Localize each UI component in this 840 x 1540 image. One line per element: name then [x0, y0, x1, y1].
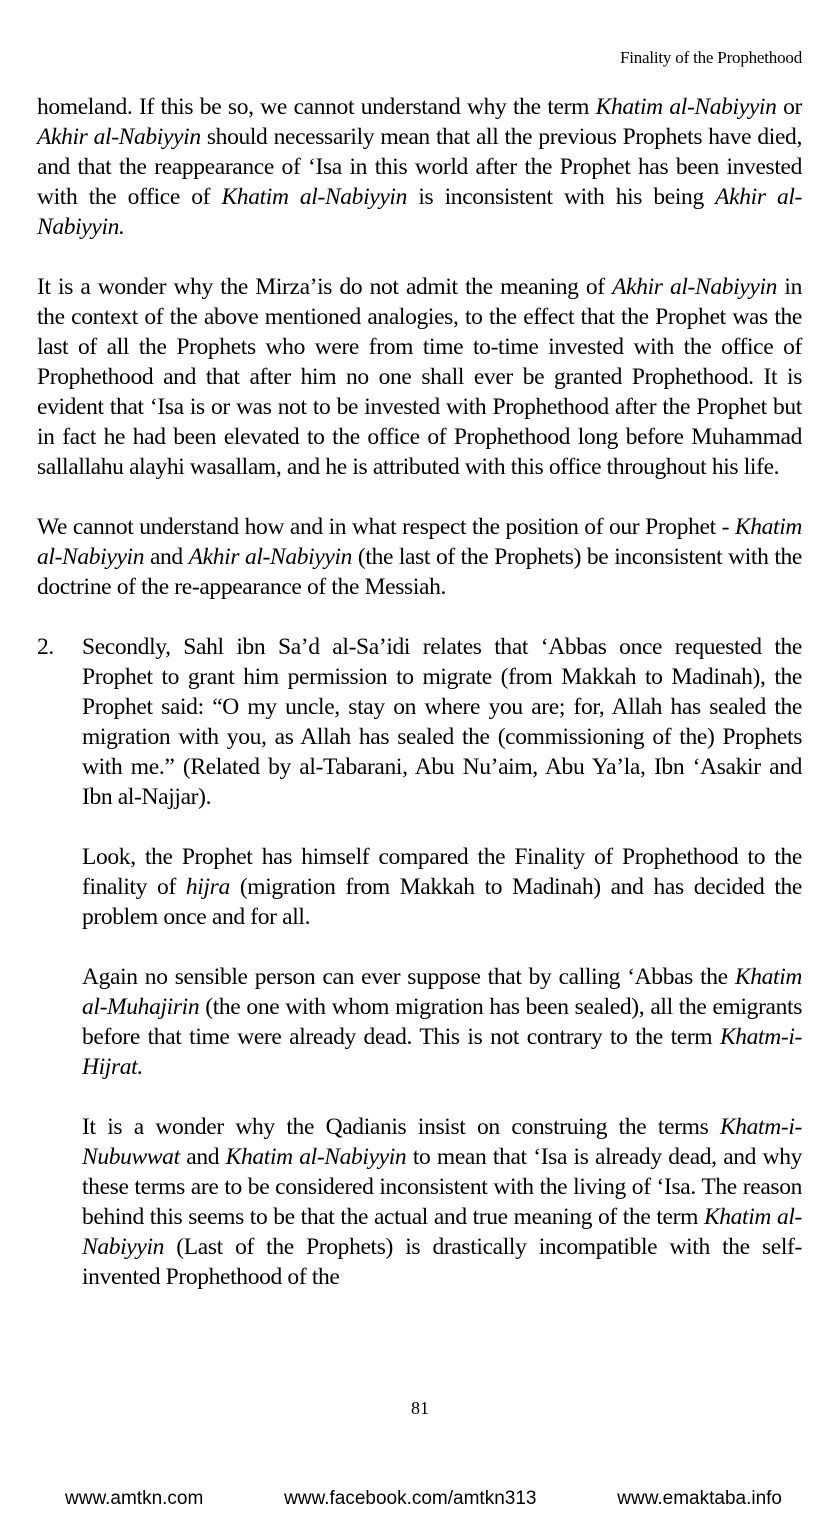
paragraph-2: It is a wonder why the Mirza’is do not admit the meaning of Akhir al-Nabiyyin in the context of the above mentioned analogies, to the effect that the Prophet was the last of all the Prophets who were from time to-time invested with the office of Prophethood and that after him no one shall ever be granted Prophethood. It is evident that ‘Isa is or was not to be invested with Prophethood after the Prophet but in fact he had been elevated to the office of Prophethood long before Muhammad sallallahu alayhi wasallam, and he is attributed with this office throughout his life.: [37, 274, 802, 480]
footer-link-emaktaba[interactable]: www.emaktaba.info: [617, 1488, 782, 1509]
item-number: 2.: [37, 634, 54, 660]
item-2-text: Secondly, Sahl ibn Sa’d al-Sa’idi relates that ‘Abbas once requested the Prophet to grant him permission to migrate (from Makkah to Madinah), the Prophet said: “O my uncle, stay on where you are; for, Allah has sealed the migration with you, as Allah has sealed the (commissioning of the) Prophets with me.” (Related by al-Tabarani, Abu Nu’aim, Abu Ya’la, Ibn ‘Asakir and Ibn al-Najjar).: [82, 634, 802, 810]
paragraph-5: Again no sensible person can ever suppose that by calling ‘Abbas the Khatim al-Muhajirin (the one with whom migration has been sealed), all the emigrants before that time were already dead. This is not contrary to the term Khatm-i-Hijrat.: [82, 964, 802, 1080]
footer-link-facebook[interactable]: www.facebook.com/amtkn313: [284, 1488, 537, 1509]
paragraph-4: Look, the Prophet has himself compared the Finality of Prophethood to the finality of hijra (migration from Makkah to Madinah) and has decided the problem once and for all.: [82, 844, 803, 930]
page-body: [37, 92, 802, 1322]
paragraph-3: We cannot understand how and in what respect the position of our Prophet - Khatim al-Nabiyyin and Akhir al-Nabiyyin (the last of the Prophets) be inconsistent with the doctrine of the re-appearance of the Messiah.: [37, 514, 802, 600]
numbered-item-2: [37, 632, 802, 812]
page-number: 81: [411, 1398, 429, 1418]
footer: [65, 1488, 782, 1510]
footer-link-amtkn[interactable]: www.amtkn.com: [65, 1488, 204, 1509]
running-header: Finality of the Prophethood: [619, 48, 802, 67]
paragraph-1: homeland. If this be so, we cannot understand why the term Khatim al-Nabiyyin or Akhir al-Nabiyyin should necessarily mean that all the previous Prophets have died, and that the reappearance of ‘Isa in this world after the Prophet has been invested with the office of Khatim al-Nabiyyin is inconsistent with his being Akhir al-Nabiyyin.: [37, 94, 803, 240]
paragraph-6: It is a wonder why the Qadianis insist on construing the terms Khatm-i-Nubuwwat and Khatim al-Nabiyyin to mean that ‘Isa is already dead, and why these terms are to be considered inconsistent with the living of ‘Isa. The reason behind this seems to be that the actual and true meaning of the term Khatim al-Nabiyyin (Last of the Prophets) is drastically incompatible with the self-invented Prophethood of the: [82, 1114, 802, 1290]
